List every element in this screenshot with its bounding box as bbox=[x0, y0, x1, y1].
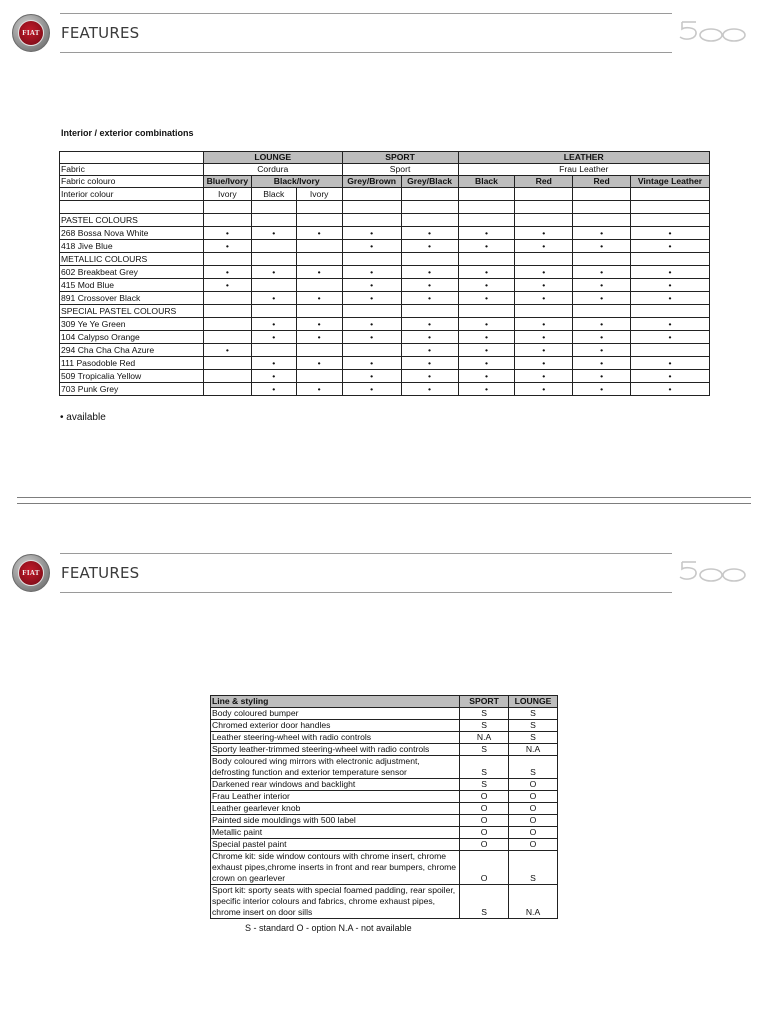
sport-value: S bbox=[460, 779, 509, 791]
styling-row bbox=[211, 791, 558, 803]
interior-colour-cell: Black bbox=[251, 188, 296, 201]
fiat-logo: FIAT bbox=[12, 14, 50, 52]
availability-cell: • bbox=[458, 279, 515, 292]
styling-row bbox=[211, 815, 558, 827]
availability-cell: • bbox=[296, 266, 342, 279]
availability-cell bbox=[515, 253, 573, 266]
availability-cell: • bbox=[631, 383, 710, 396]
availability-cell: • bbox=[401, 383, 458, 396]
sport-value: O bbox=[460, 803, 509, 815]
colour-row bbox=[60, 357, 710, 370]
colour-row bbox=[60, 214, 710, 227]
fabric-colour: Vintage Leather bbox=[631, 176, 710, 188]
availability-cell: • bbox=[203, 344, 251, 357]
availability-cell bbox=[251, 240, 296, 253]
sport-value: O bbox=[460, 851, 509, 885]
combinations-table bbox=[59, 151, 710, 396]
availability-cell bbox=[203, 201, 251, 214]
colour-row bbox=[60, 370, 710, 383]
styling-row bbox=[211, 708, 558, 720]
availability-cell: • bbox=[251, 383, 296, 396]
availability-cell: • bbox=[342, 292, 401, 305]
availability-cell bbox=[203, 214, 251, 227]
feature-label: Sporty leather-trimmed steering-wheel with radio controls bbox=[211, 744, 460, 756]
styling-header-lounge: LOUNGE bbox=[509, 696, 558, 708]
combinations-body bbox=[60, 188, 710, 396]
availability-cell: • bbox=[631, 240, 710, 253]
availability-cell bbox=[296, 344, 342, 357]
interior-colour-cell bbox=[631, 188, 710, 201]
availability-cell bbox=[573, 201, 631, 214]
fiat-500-logo bbox=[676, 20, 748, 46]
availability-cell: • bbox=[342, 383, 401, 396]
availability-cell: • bbox=[515, 227, 573, 240]
availability-cell bbox=[203, 331, 251, 344]
availability-cell: • bbox=[296, 357, 342, 370]
fabric-colour: Red bbox=[515, 176, 573, 188]
availability-cell: • bbox=[573, 370, 631, 383]
availability-cell bbox=[296, 370, 342, 383]
availability-cell bbox=[631, 253, 710, 266]
availability-cell bbox=[296, 201, 342, 214]
availability-cell bbox=[342, 344, 401, 357]
availability-cell: • bbox=[515, 266, 573, 279]
feature-label: Chromed exterior door handles bbox=[211, 720, 460, 732]
availability-cell bbox=[203, 357, 251, 370]
availability-cell: • bbox=[458, 318, 515, 331]
fabric-leather: Frau Leather bbox=[458, 164, 709, 176]
styling-row bbox=[211, 756, 558, 779]
interior-colour-cell bbox=[515, 188, 573, 201]
availability-cell: • bbox=[515, 240, 573, 253]
availability-cell: • bbox=[342, 370, 401, 383]
availability-cell bbox=[342, 214, 401, 227]
availability-cell bbox=[296, 214, 342, 227]
header-rule-bottom bbox=[60, 52, 672, 53]
feature-label: Special pastel paint bbox=[211, 839, 460, 851]
styling-row bbox=[211, 720, 558, 732]
feature-label: Frau Leather interior bbox=[211, 791, 460, 803]
availability-cell bbox=[458, 253, 515, 266]
lounge-value: O bbox=[509, 839, 558, 851]
availability-cell: • bbox=[401, 266, 458, 279]
availability-cell bbox=[631, 344, 710, 357]
page-1 bbox=[0, 0, 768, 496]
availability-cell: • bbox=[203, 227, 251, 240]
colour-name: 268 Bossa Nova White bbox=[60, 227, 204, 240]
availability-cell bbox=[401, 201, 458, 214]
availability-cell bbox=[458, 305, 515, 318]
colour-name: 415 Mod Blue bbox=[60, 279, 204, 292]
availability-cell: • bbox=[515, 344, 573, 357]
sport-value: O bbox=[460, 827, 509, 839]
availability-cell: • bbox=[251, 292, 296, 305]
availability-cell bbox=[251, 279, 296, 292]
colour-row bbox=[60, 279, 710, 292]
availability-cell: • bbox=[515, 370, 573, 383]
availability-cell: • bbox=[401, 279, 458, 292]
colour-name: 111 Pasodoble Red bbox=[60, 357, 204, 370]
availability-cell bbox=[203, 305, 251, 318]
colour-row bbox=[60, 344, 710, 357]
availability-cell bbox=[573, 214, 631, 227]
availability-cell: • bbox=[251, 227, 296, 240]
styling-row bbox=[211, 851, 558, 885]
availability-cell: • bbox=[251, 318, 296, 331]
availability-cell bbox=[251, 253, 296, 266]
lounge-value: S bbox=[509, 756, 558, 779]
lounge-value: O bbox=[509, 803, 558, 815]
availability-cell bbox=[296, 279, 342, 292]
availability-cell: • bbox=[458, 240, 515, 253]
lounge-value: N.A bbox=[509, 885, 558, 919]
availability-cell bbox=[296, 305, 342, 318]
availability-cell bbox=[203, 370, 251, 383]
availability-cell: • bbox=[458, 266, 515, 279]
sport-value: O bbox=[460, 815, 509, 827]
availability-cell: • bbox=[296, 383, 342, 396]
availability-cell: • bbox=[573, 383, 631, 396]
lounge-value: O bbox=[509, 791, 558, 803]
availability-cell: • bbox=[342, 227, 401, 240]
feature-label: Body coloured wing mirrors with electronic adjustment, defrosting function and exterior temperature sensor bbox=[211, 756, 460, 779]
availability-cell: • bbox=[573, 227, 631, 240]
availability-cell: • bbox=[401, 331, 458, 344]
interior-colour-cell bbox=[342, 188, 401, 201]
availability-cell: • bbox=[458, 357, 515, 370]
header-rule-top bbox=[60, 553, 672, 554]
availability-cell: • bbox=[573, 266, 631, 279]
group-lounge: LOUNGE bbox=[203, 152, 342, 164]
availability-cell bbox=[251, 201, 296, 214]
colour-row bbox=[60, 201, 710, 214]
availability-cell: • bbox=[573, 240, 631, 253]
group-sport: SPORT bbox=[342, 152, 458, 164]
colour-name: 294 Cha Cha Cha Azure bbox=[60, 344, 204, 357]
feature-label: Painted side mouldings with 500 label bbox=[211, 815, 460, 827]
availability-cell: • bbox=[515, 357, 573, 370]
availability-cell bbox=[515, 214, 573, 227]
interior-colour-cell: Ivory bbox=[296, 188, 342, 201]
interior-colour-label: Interior colour bbox=[60, 188, 204, 201]
styling-legend: S - standard O - option N.A - not available bbox=[245, 923, 412, 933]
availability-cell: • bbox=[631, 227, 710, 240]
availability-cell: • bbox=[401, 344, 458, 357]
colour-name: 418 Jive Blue bbox=[60, 240, 204, 253]
fabric-colour-label: Fabric colouro bbox=[60, 176, 204, 188]
colour-name: PASTEL COLOURS bbox=[60, 214, 204, 227]
availability-cell: • bbox=[573, 344, 631, 357]
lounge-value: S bbox=[509, 708, 558, 720]
availability-cell: • bbox=[203, 240, 251, 253]
availability-cell: • bbox=[401, 227, 458, 240]
interior-colour-row bbox=[60, 188, 710, 201]
availability-cell: • bbox=[573, 331, 631, 344]
availability-cell: • bbox=[631, 292, 710, 305]
colour-name: SPECIAL PASTEL COLOURS bbox=[60, 305, 204, 318]
availability-cell bbox=[203, 253, 251, 266]
availability-cell: • bbox=[515, 331, 573, 344]
colour-row bbox=[60, 318, 710, 331]
sport-value: S bbox=[460, 708, 509, 720]
availability-cell bbox=[251, 344, 296, 357]
availability-cell: • bbox=[342, 279, 401, 292]
availability-cell bbox=[342, 305, 401, 318]
availability-cell: • bbox=[458, 370, 515, 383]
colour-row bbox=[60, 292, 710, 305]
colour-name: 602 Breakbeat Grey bbox=[60, 266, 204, 279]
colour-name: 104 Calypso Orange bbox=[60, 331, 204, 344]
availability-cell: • bbox=[631, 318, 710, 331]
colour-name: 309 Ye Ye Green bbox=[60, 318, 204, 331]
availability-cell: • bbox=[515, 318, 573, 331]
colour-row bbox=[60, 227, 710, 240]
page-separator bbox=[17, 503, 751, 504]
feature-label: Darkened rear windows and backlight bbox=[211, 779, 460, 791]
colour-row bbox=[60, 331, 710, 344]
feature-label: Body coloured bumper bbox=[211, 708, 460, 720]
fiat-logo: FIAT bbox=[12, 554, 50, 592]
availability-cell bbox=[515, 201, 573, 214]
colour-row bbox=[60, 383, 710, 396]
availability-cell: • bbox=[458, 227, 515, 240]
availability-cell: • bbox=[573, 318, 631, 331]
availability-cell: • bbox=[573, 292, 631, 305]
availability-cell bbox=[203, 383, 251, 396]
feature-label: Leather gearlever knob bbox=[211, 803, 460, 815]
availability-cell bbox=[458, 201, 515, 214]
availability-cell: • bbox=[631, 357, 710, 370]
availability-cell: • bbox=[342, 266, 401, 279]
availability-cell: • bbox=[401, 240, 458, 253]
availability-cell: • bbox=[631, 279, 710, 292]
availability-cell bbox=[631, 201, 710, 214]
sport-value: S bbox=[460, 720, 509, 732]
availability-cell: • bbox=[203, 266, 251, 279]
fabric-row bbox=[60, 164, 710, 176]
styling-header-sport: SPORT bbox=[460, 696, 509, 708]
availability-cell: • bbox=[515, 292, 573, 305]
availability-cell: • bbox=[458, 292, 515, 305]
availability-cell bbox=[401, 305, 458, 318]
availability-cell: • bbox=[458, 331, 515, 344]
feature-label: Metallic paint bbox=[211, 827, 460, 839]
lounge-value: O bbox=[509, 779, 558, 791]
availability-cell bbox=[251, 305, 296, 318]
feature-label: Leather steering-wheel with radio controls bbox=[211, 732, 460, 744]
availability-cell bbox=[296, 240, 342, 253]
availability-cell: • bbox=[251, 331, 296, 344]
availability-cell: • bbox=[251, 370, 296, 383]
page-2 bbox=[0, 540, 768, 1024]
colour-row bbox=[60, 266, 710, 279]
styling-header-label: Line & styling bbox=[211, 696, 460, 708]
availability-cell: • bbox=[296, 292, 342, 305]
sport-value: S bbox=[460, 756, 509, 779]
section-title: Interior / exterior combinations bbox=[61, 128, 194, 138]
availability-cell bbox=[203, 318, 251, 331]
availability-cell: • bbox=[203, 279, 251, 292]
fabric-colour-row bbox=[60, 176, 710, 188]
availability-cell bbox=[573, 253, 631, 266]
fiat-500-logo bbox=[676, 560, 748, 586]
styling-row bbox=[211, 827, 558, 839]
page-title: FEATURES bbox=[61, 564, 140, 582]
header-rule-bottom bbox=[60, 592, 672, 593]
lounge-value: O bbox=[509, 815, 558, 827]
sport-value: O bbox=[460, 791, 509, 803]
availability-cell bbox=[573, 305, 631, 318]
sport-value: O bbox=[460, 839, 509, 851]
styling-row bbox=[211, 803, 558, 815]
colour-name: 509 Tropicalia Yellow bbox=[60, 370, 204, 383]
interior-colour-cell bbox=[401, 188, 458, 201]
fabric-colour: Grey/Brown bbox=[342, 176, 401, 188]
availability-cell: • bbox=[342, 318, 401, 331]
availability-cell: • bbox=[251, 357, 296, 370]
availability-cell bbox=[203, 292, 251, 305]
availability-cell bbox=[458, 214, 515, 227]
availability-cell: • bbox=[401, 318, 458, 331]
lounge-value: S bbox=[509, 720, 558, 732]
availability-cell: • bbox=[296, 331, 342, 344]
availability-cell: • bbox=[342, 331, 401, 344]
availability-cell: • bbox=[631, 266, 710, 279]
fabric-colour: Blue/Ivory bbox=[203, 176, 251, 188]
interior-colour-cell: Ivory bbox=[203, 188, 251, 201]
availability-cell: • bbox=[401, 357, 458, 370]
availability-cell: • bbox=[401, 370, 458, 383]
page-header bbox=[0, 0, 768, 60]
availability-cell: • bbox=[515, 383, 573, 396]
availability-cell: • bbox=[401, 292, 458, 305]
sport-value: S bbox=[460, 744, 509, 756]
availability-cell bbox=[401, 214, 458, 227]
styling-row bbox=[211, 744, 558, 756]
styling-row bbox=[211, 779, 558, 791]
interior-colour-cell bbox=[458, 188, 515, 201]
interior-colour-cell bbox=[573, 188, 631, 201]
availability-legend: • available bbox=[60, 412, 106, 423]
sport-value: S bbox=[460, 885, 509, 919]
page-header bbox=[0, 540, 768, 600]
styling-header-row bbox=[211, 696, 558, 708]
colour-row bbox=[60, 240, 710, 253]
availability-cell: • bbox=[296, 227, 342, 240]
availability-cell: • bbox=[342, 240, 401, 253]
fabric-colour: Black bbox=[458, 176, 515, 188]
availability-cell bbox=[631, 305, 710, 318]
availability-cell: • bbox=[458, 344, 515, 357]
colour-name: 703 Punk Grey bbox=[60, 383, 204, 396]
colour-row bbox=[60, 253, 710, 266]
group-leather: LEATHER bbox=[458, 152, 709, 164]
colour-name bbox=[60, 201, 204, 214]
availability-cell: • bbox=[631, 331, 710, 344]
fabric-sport: Sport bbox=[342, 164, 458, 176]
styling-body bbox=[211, 708, 558, 919]
page-title: FEATURES bbox=[61, 24, 140, 42]
sport-value: N.A bbox=[460, 732, 509, 744]
availability-cell bbox=[515, 305, 573, 318]
line-styling-table bbox=[210, 695, 558, 919]
availability-cell bbox=[631, 214, 710, 227]
feature-label: Sport kit: sporty seats with special foamed padding, rear spoiler, specific interior colours and fabrics, chrome exhaust pipes, chrome insert on door sills bbox=[211, 885, 460, 919]
fabric-colour: Red bbox=[573, 176, 631, 188]
colour-name: 891 Crossover Black bbox=[60, 292, 204, 305]
availability-cell bbox=[251, 214, 296, 227]
lounge-value: O bbox=[509, 827, 558, 839]
availability-cell: • bbox=[631, 370, 710, 383]
fabric-lounge: Cordura bbox=[203, 164, 342, 176]
styling-row bbox=[211, 885, 558, 919]
availability-cell: • bbox=[573, 279, 631, 292]
page-separator bbox=[17, 497, 751, 498]
availability-cell bbox=[342, 201, 401, 214]
styling-row bbox=[211, 839, 558, 851]
colour-name: METALLIC COLOURS bbox=[60, 253, 204, 266]
fabric-label: Fabric bbox=[60, 164, 204, 176]
feature-label: Chrome kit: side window contours with chrome insert, chrome exhaust pipes,chrome inserts in front and rear bumpers, chrome crown on gearlever bbox=[211, 851, 460, 885]
fabric-colour: Grey/Black bbox=[401, 176, 458, 188]
availability-cell: • bbox=[342, 357, 401, 370]
availability-cell: • bbox=[573, 357, 631, 370]
availability-cell bbox=[401, 253, 458, 266]
styling-row bbox=[211, 732, 558, 744]
availability-cell bbox=[296, 253, 342, 266]
group-header-row bbox=[60, 152, 710, 164]
fabric-colour: Black/Ivory bbox=[251, 176, 342, 188]
colour-row bbox=[60, 305, 710, 318]
availability-cell: • bbox=[458, 383, 515, 396]
header-rule-top bbox=[60, 13, 672, 14]
availability-cell bbox=[342, 253, 401, 266]
lounge-value: S bbox=[509, 851, 558, 885]
lounge-value: N.A bbox=[509, 744, 558, 756]
availability-cell: • bbox=[515, 279, 573, 292]
availability-cell: • bbox=[296, 318, 342, 331]
availability-cell: • bbox=[251, 266, 296, 279]
lounge-value: S bbox=[509, 732, 558, 744]
